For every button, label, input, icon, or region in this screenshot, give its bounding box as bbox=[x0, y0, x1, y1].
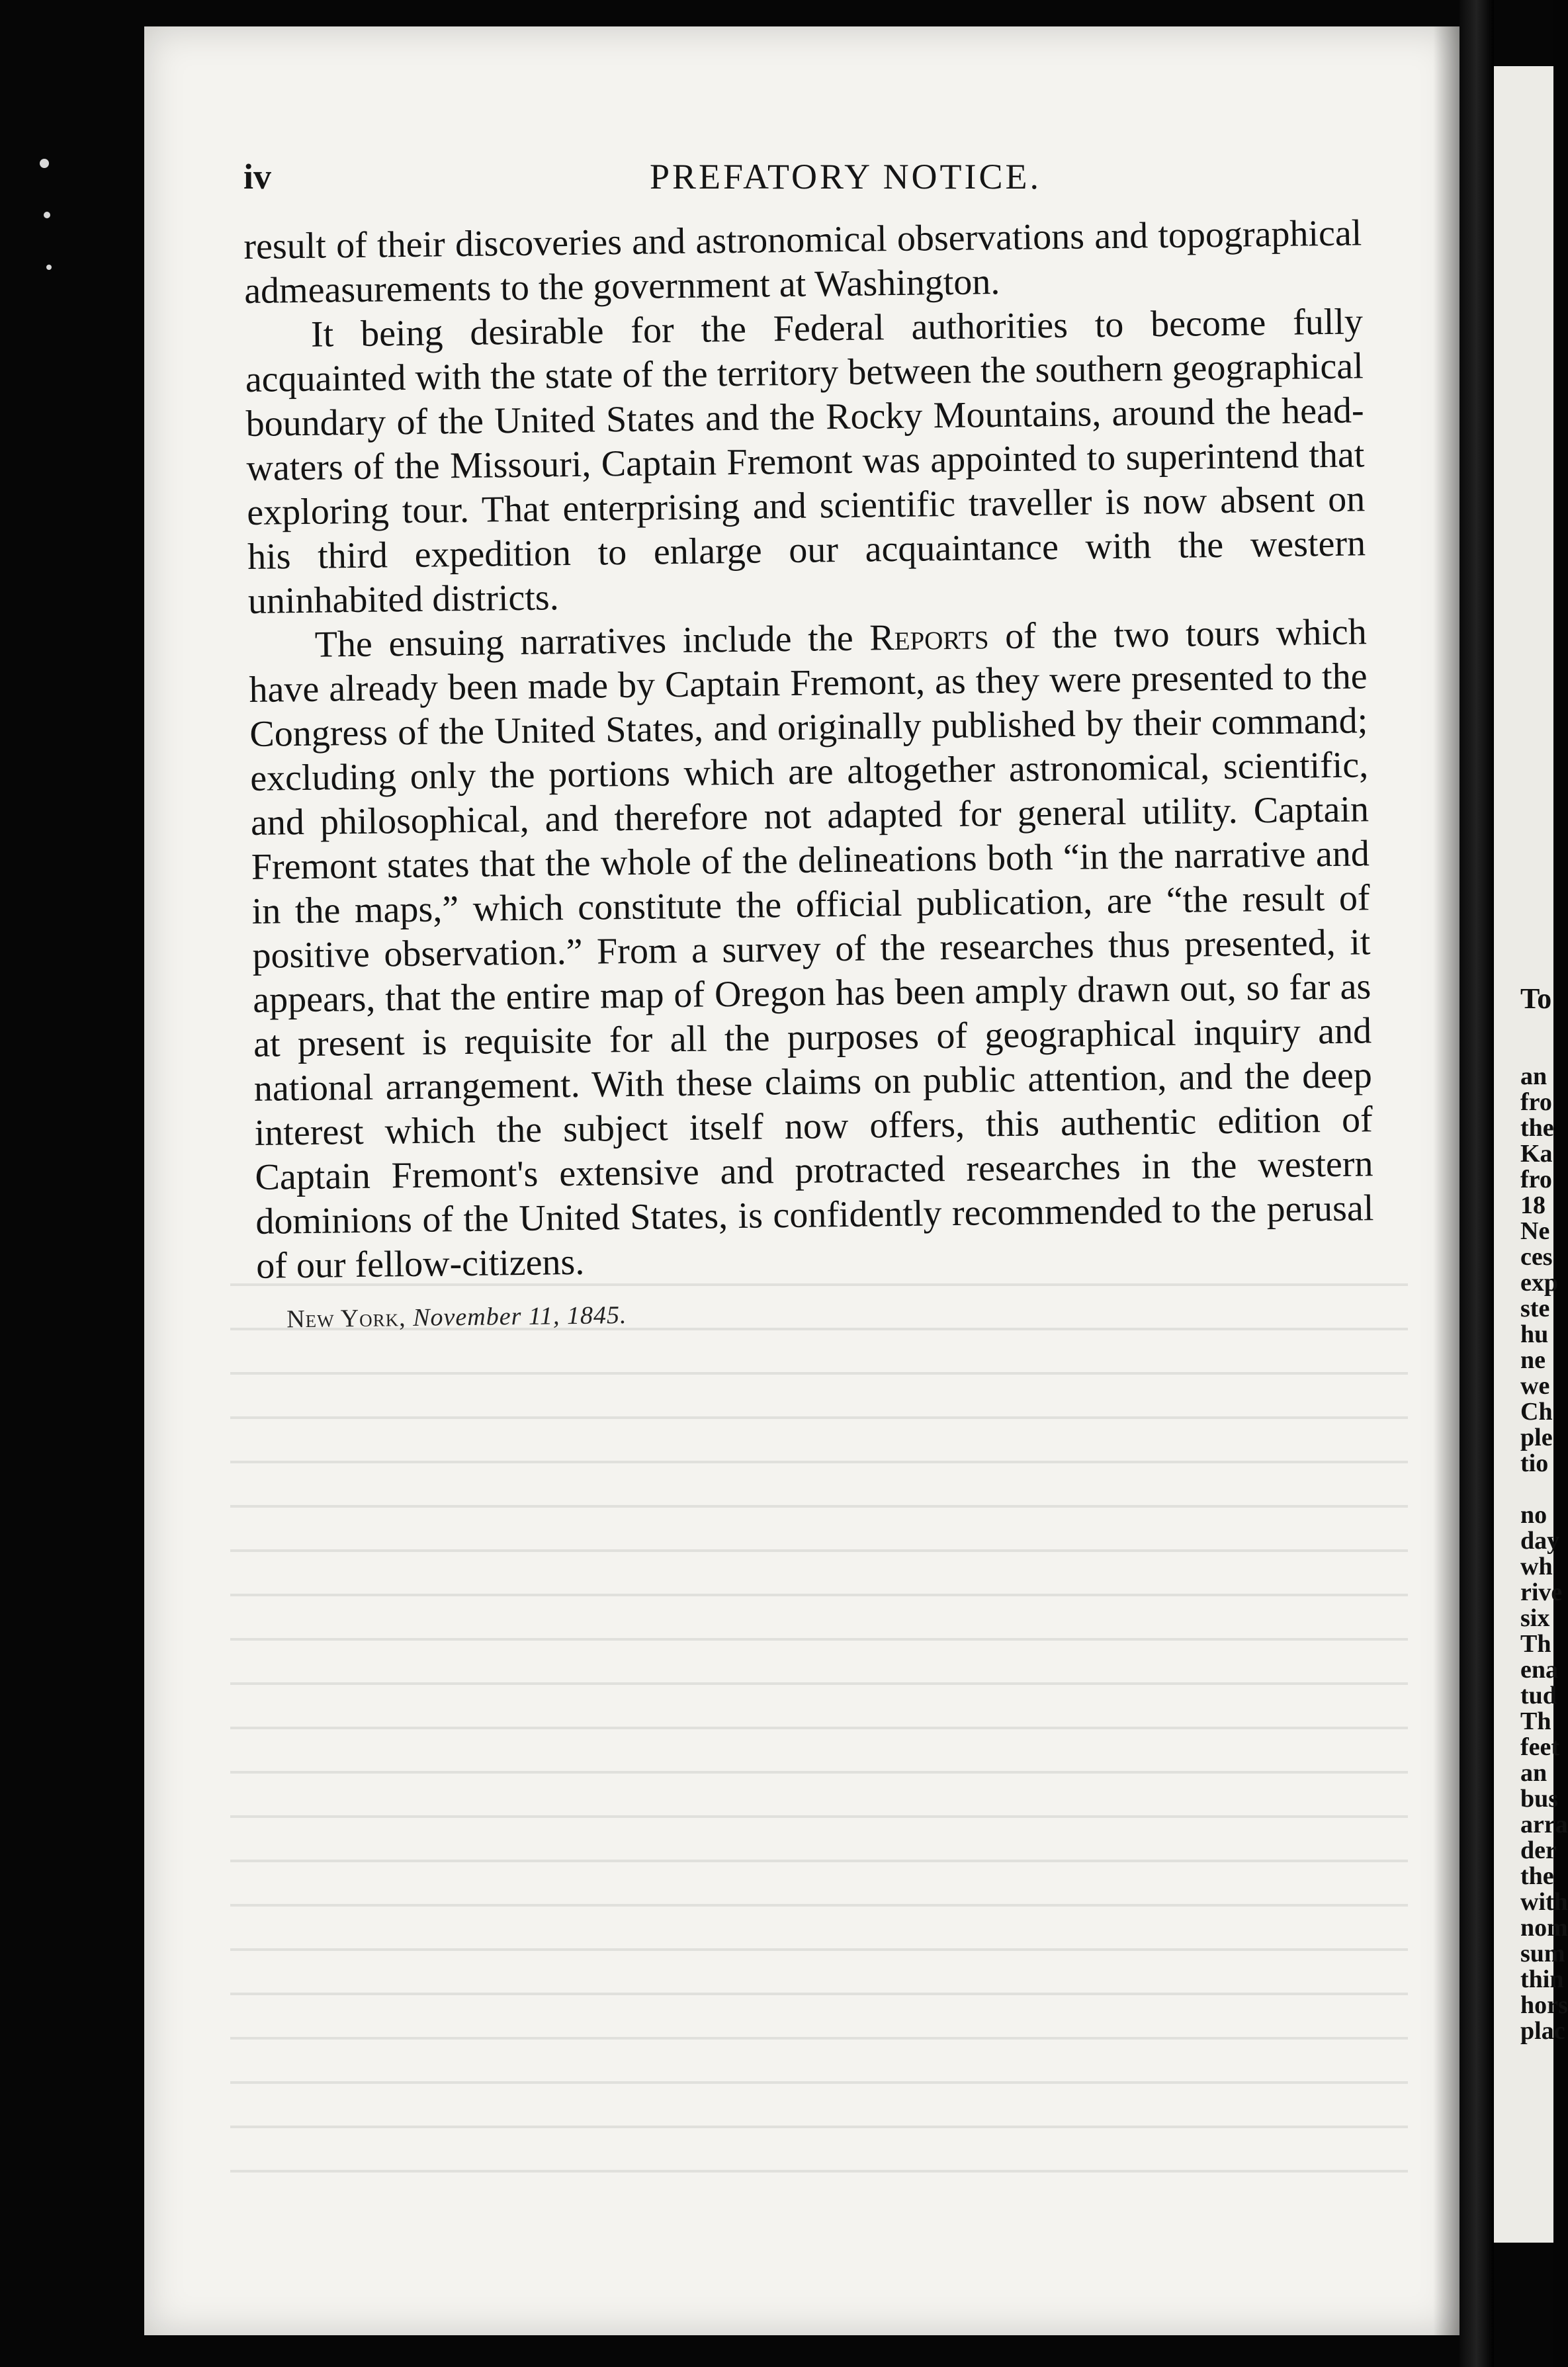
adjacent-fragment bbox=[1520, 1477, 1568, 1502]
adjacent-fragment: exp bbox=[1520, 1269, 1558, 1297]
adjacent-fragment: feet bbox=[1520, 1733, 1560, 1761]
adjacent-fragment: wh bbox=[1520, 1553, 1553, 1580]
adjacent-page-edge bbox=[1494, 66, 1568, 2243]
adjacent-fragment: ste bbox=[1520, 1295, 1550, 1322]
adjacent-fragment bbox=[1520, 1038, 1568, 1064]
adjacent-fragment: thin bbox=[1520, 1965, 1564, 1993]
adjacent-fragment: 18 bbox=[1520, 1191, 1546, 1219]
adjacent-fragment: ne bbox=[1520, 1346, 1546, 1374]
adjacent-fragment: the bbox=[1520, 1862, 1554, 1890]
adjacent-fragment: ple bbox=[1520, 1424, 1553, 1451]
adjacent-fragment: an bbox=[1520, 1062, 1547, 1090]
paragraph-3-before: The ensuing narratives include the bbox=[314, 617, 870, 666]
adjacent-fragment: Th bbox=[1520, 1707, 1551, 1735]
adjacent-fragment: To bbox=[1520, 982, 1552, 1015]
reports-small-caps: Reports bbox=[869, 616, 989, 659]
dateline-date: November 11, 1845. bbox=[412, 1301, 627, 1332]
adjacent-fragment: with bbox=[1520, 1888, 1568, 1916]
adjacent-fragment: day bbox=[1520, 1527, 1560, 1555]
adjacent-fragment: nom bbox=[1520, 1914, 1568, 1942]
adjacent-fragment: Ne bbox=[1520, 1217, 1550, 1245]
adjacent-fragment: fro bbox=[1520, 1088, 1552, 1116]
adjacent-fragment: tio bbox=[1520, 1449, 1549, 1477]
show-through-bleed bbox=[230, 1283, 1408, 2210]
adjacent-fragment: hors bbox=[1520, 1991, 1568, 2019]
adjacent-fragment: six bbox=[1520, 1604, 1550, 1632]
adjacent-fragment: Th bbox=[1520, 1630, 1551, 1658]
adjacent-fragment: sum bbox=[1520, 1940, 1565, 1967]
dateline-place: New York, bbox=[286, 1304, 406, 1334]
body-text bbox=[243, 211, 1375, 1342]
adjacent-fragment: no bbox=[1520, 1501, 1547, 1529]
adjacent-fragment: Ka bbox=[1520, 1140, 1553, 1168]
adjacent-fragment: we bbox=[1520, 1372, 1550, 1400]
adjacent-page-fragments bbox=[1520, 982, 1568, 2045]
adjacent-fragment: Ch bbox=[1520, 1398, 1553, 1426]
adjacent-fragment: der bbox=[1520, 1836, 1557, 1864]
adjacent-fragment: tud bbox=[1520, 1682, 1557, 1709]
paragraph-federal-authorities: It being desirable for the Federal authorities to become fully acquainted with the state of the territory between the southern geographical boundary of the United States and the Rocky Mountains, around the head-waters of the Missouri, Captain Fremont was appointed to superintend that exploring tour. That enterprising and scientific traveller is now absent on his third expedition to enlarge our acquaintance with the western uninhabited districts. bbox=[245, 301, 1366, 622]
book-gutter bbox=[1459, 0, 1494, 2367]
adjacent-fragment: plac bbox=[1520, 2017, 1565, 2045]
paragraph-continuation: result of their discoveries and astronomical observations and topographical admeasurements to the government at Washington. bbox=[243, 212, 1362, 312]
adjacent-fragment: the bbox=[1520, 1114, 1554, 1142]
running-head bbox=[243, 152, 1448, 205]
page-number: iv bbox=[243, 157, 272, 196]
adjacent-fragment: an bbox=[1520, 1759, 1547, 1787]
adjacent-fragment: hu bbox=[1520, 1320, 1549, 1348]
adjacent-fragment: fro bbox=[1520, 1166, 1552, 1193]
adjacent-fragment: bus bbox=[1520, 1785, 1559, 1813]
adjacent-fragment: arra bbox=[1520, 1811, 1568, 1838]
book-page bbox=[144, 26, 1459, 2335]
paragraph-ensuing-narratives bbox=[248, 610, 1374, 1289]
page-shadow bbox=[1433, 26, 1459, 2335]
paragraph-3-after: of the two tours which have already been made by Captain Fremont, as they were presented to the Congress of the United States, and originally published by their command; excluding only the portions which are altogether astronomical, scientific, and philosophical, and therefore not adapted for general utility. Captain Fremont states that the whole of the delineations both “in the narrative and in the maps,” which constitute the official publication, are “the result of positive observation.” From a survey of the researches thus presented, it appears, that the entire map of Oregon has been amply drawn out, so far as at present is requisite for all the purposes of geographical inquiry and national arrangement. With these claims on public attention, and the deep interest which the subject itself now offers, this authentic edition of Captain Fremont's extensive and protracted researches in the western dominions of the United States, is confidently recommended to the perusal of our fellow-citizens. bbox=[249, 611, 1374, 1287]
adjacent-fragment: ena bbox=[1520, 1656, 1558, 1684]
adjacent-fragment: rive bbox=[1520, 1578, 1563, 1606]
running-title: PREFATORY NOTICE. bbox=[649, 157, 1042, 196]
adjacent-fragment: ces bbox=[1520, 1243, 1553, 1271]
